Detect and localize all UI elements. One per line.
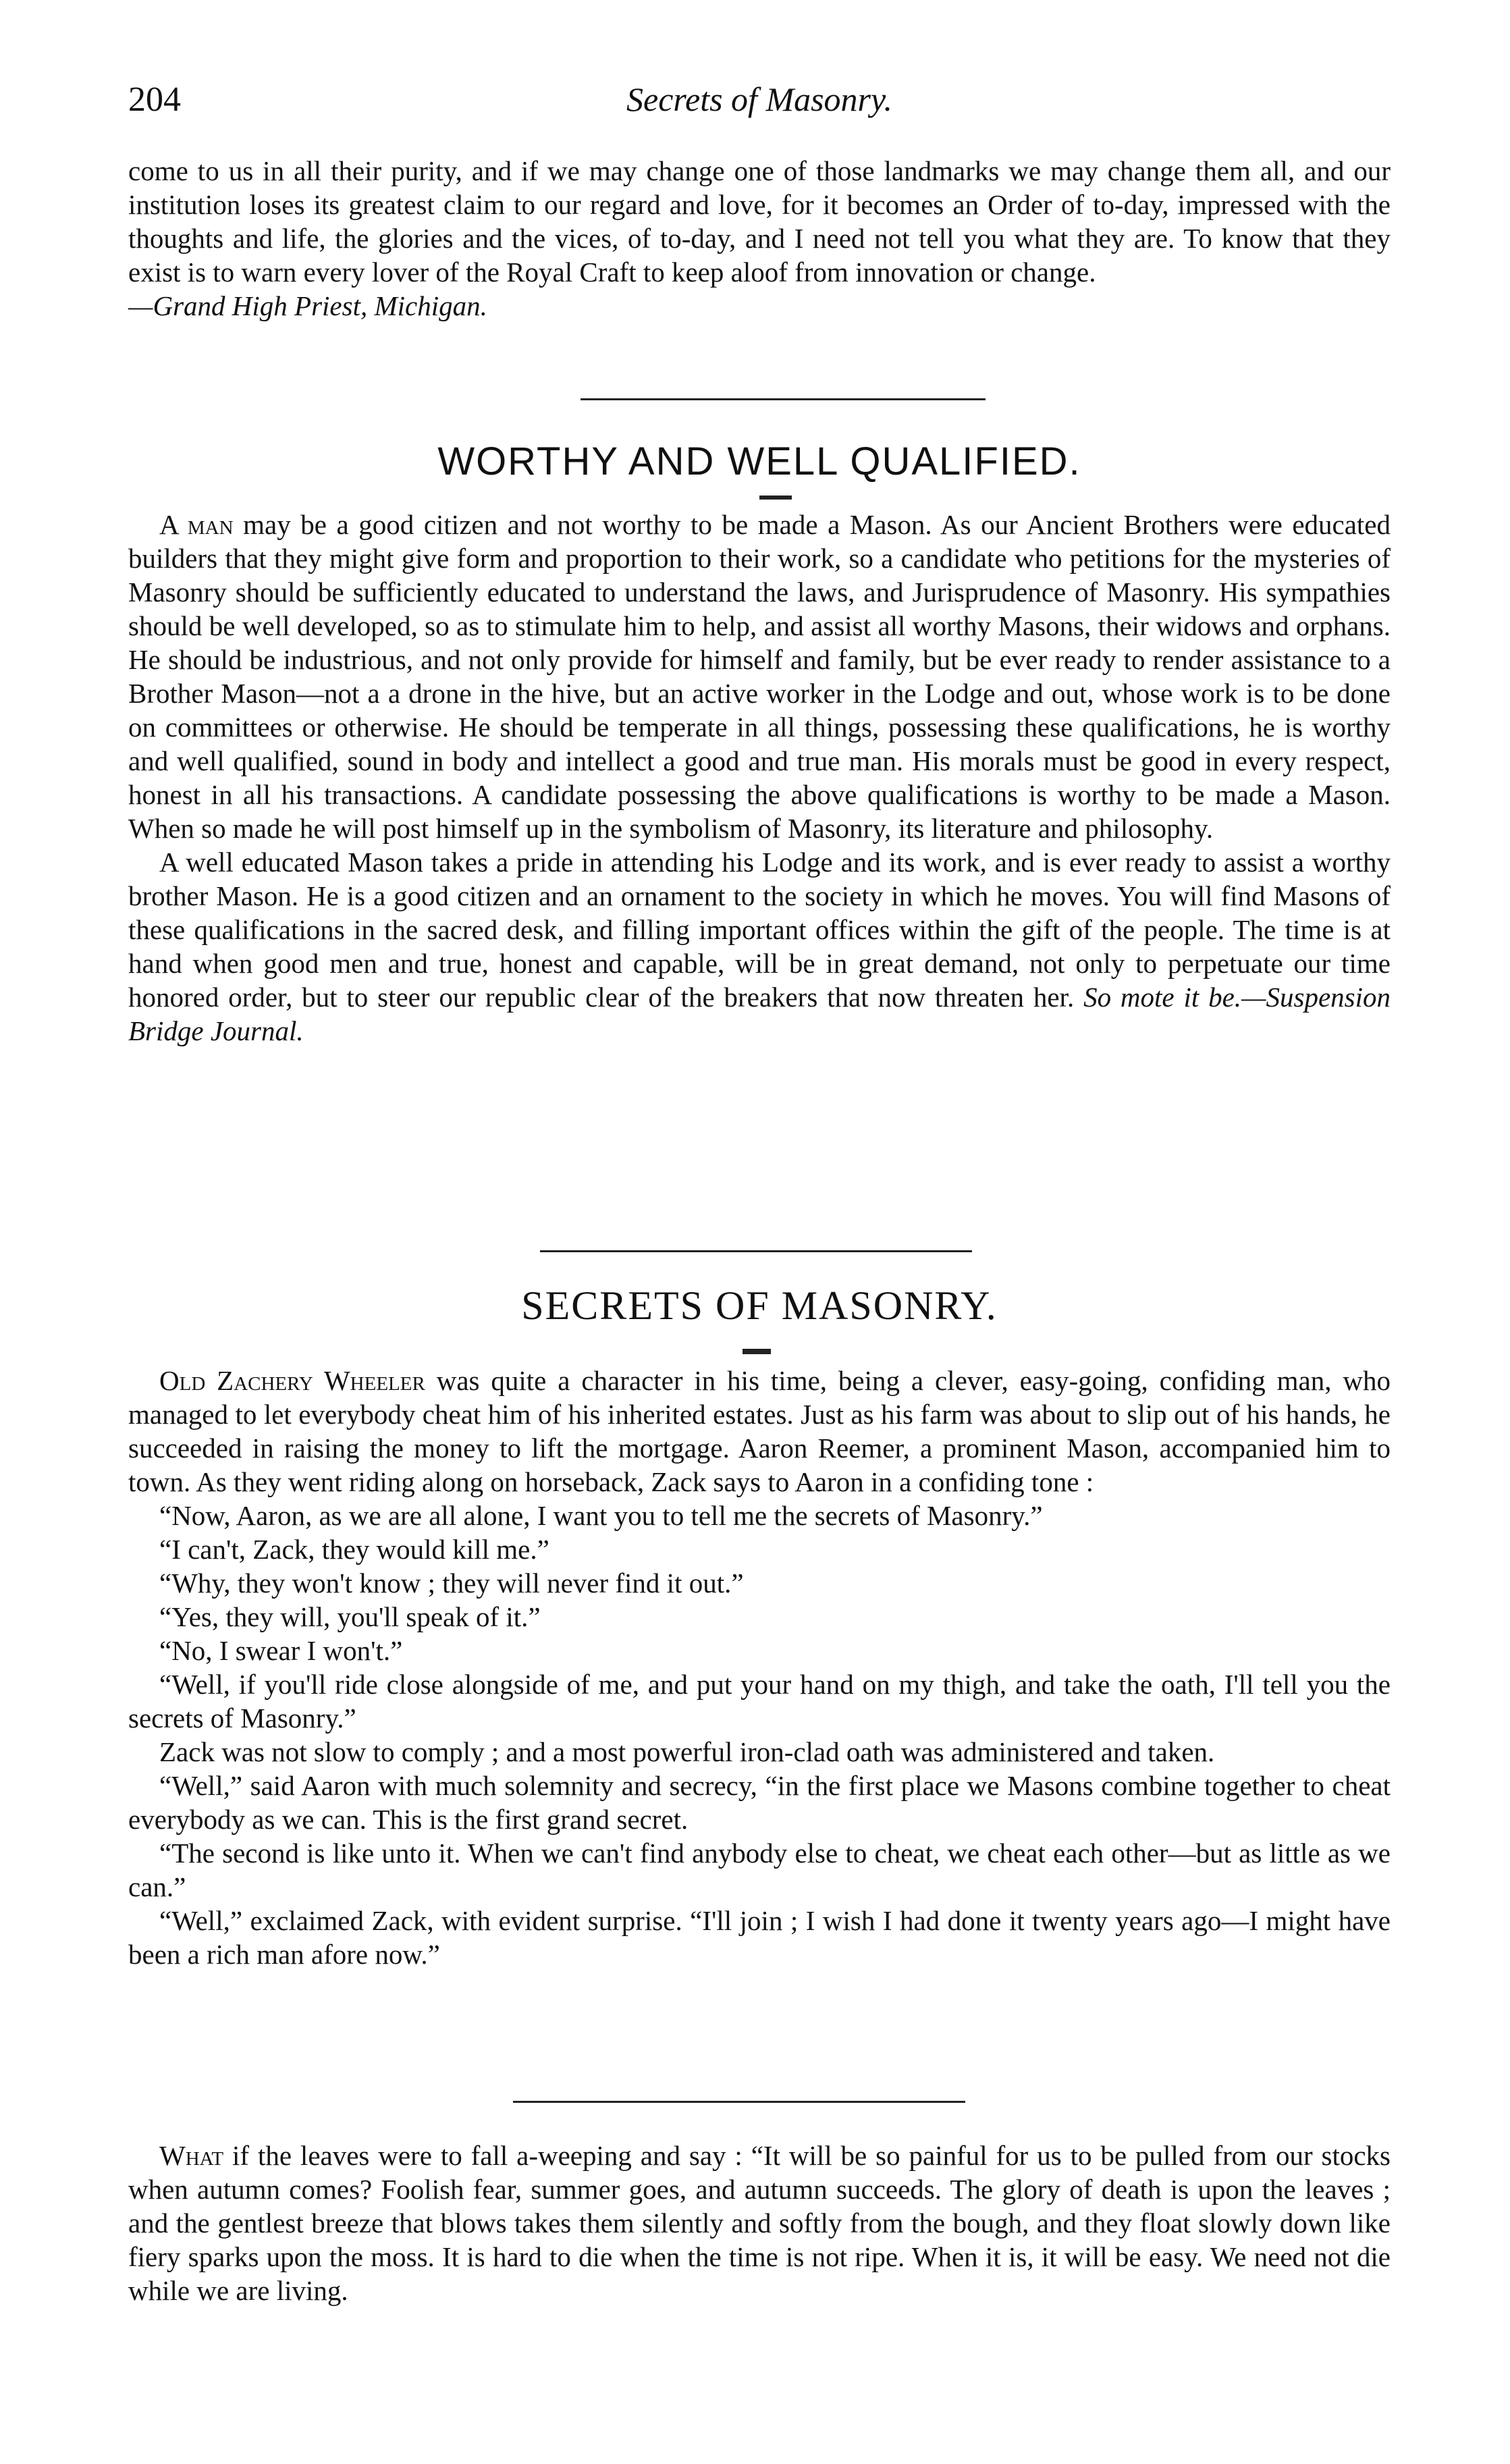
dialogue-line: Zack was not slow to comply ; and a most powerful iron-clad oath was administered and taken. (159, 1736, 1215, 1767)
dialogue-line: “The second is like unto it. When we can't find anybody else to cheat, we cheat each other—but as little as we can.” (128, 1838, 1391, 1902)
running-title: Secrets of Masonry. (626, 80, 892, 118)
section-secrets-body (128, 1364, 1391, 1971)
dialogue-line: “No, I swear I won't.” (159, 1635, 403, 1666)
section-title-secrets: SECRETS OF MASONRY. (521, 1283, 998, 1328)
leaves-paragraph: What if the leaves were to fall a-weeping and say : “It will be so painful for us to be pulled from our stocks when autumn comes? Foolish fear, summer goes, and autumn succeeds. The glory of death is upon the leaves ; and the gentlest breeze that blows takes them silently and softly from the bough, and they float slowly down like fiery sparks upon the moss. It is hard to die when the time is not ripe. When it is, it will be easy. We need not die while we are living. (128, 2140, 1391, 2306)
dialogue-line: “Why, they won't know ; they will never find it out.” (159, 1568, 744, 1599)
intro-block (128, 154, 1391, 323)
page-number: 204 (128, 80, 181, 119)
dialogue-line: “Well,” exclaimed Zack, with evident surprise. “I'll join ; I wish I had done it twenty years ago—I might have been a rich man afore now.” (128, 1905, 1391, 1970)
section-divider (540, 1250, 972, 1252)
section-title-worthy: WORTHY AND WELL QUALIFIED. (437, 439, 1081, 483)
title-dash (743, 1349, 771, 1354)
section-divider (513, 2101, 965, 2103)
worthy-signature: So mote it be.—Suspension Bridge Journal. (128, 982, 1391, 1046)
page-header (128, 80, 1391, 134)
section-leaves-body (128, 2139, 1391, 2307)
section-worthy-body (128, 508, 1391, 1048)
worthy-paragraph-2: A well educated Mason takes a pride in attending his Lodge and its work, and is ever ready to assist a worthy brother Mason. He is a good citizen and an ornament to the society in which he moves. You will find Masons of these qualifications in the sacred desk, and filling important offices within the gift of the people. The time is at hand when good men and true, honest and capable, will be in great demand, not only to perpetuate our time honored order, but to steer our republic clear of the breakers that now threaten her. So mote it be.—Suspension Bridge Journal. (128, 847, 1391, 1046)
dialogue-line: “I can't, Zack, they would kill me.” (159, 1534, 549, 1565)
dialogue-line: “Now, Aaron, as we are all alone, I want you to tell me the secrets of Masonry.” (159, 1500, 1043, 1531)
secrets-paragraph-1: Old Zachery Wheeler was quite a character in his time, being a clever, easy-going, confiding man, who managed to let everybody cheat him of his inherited estates. Just as his farm was about to slip out of his hands, he succeeded in raising the money to lift the mortgage. Aaron Reemer, a prominent Mason, accompanied him to town. As they went riding along on horseback, Zack says to Aaron in a confiding tone : (128, 1365, 1391, 1497)
dialogue-line: “Well,” said Aaron with much solemnity and secrecy, “in the first place we Masons combine together to cheat everybody as we can. This is the first grand secret. (128, 1770, 1391, 1835)
title-dash (759, 496, 792, 500)
intro-signature: —Grand High Priest, Michigan. (128, 290, 487, 321)
dialogue-line: “Yes, they will, you'll speak of it.” (159, 1601, 541, 1632)
worthy-paragraph-1: A man may be a good citizen and not worthy to be made a Mason. As our Ancient Brothers were educated builders that they might give form and proportion to their work, so a candidate who petitions for the mysteries of Masonry should be sufficiently educated to understand the laws, and Jurisprudence of Masonry. His sympathies should be well developed, so as to stimulate him to help, and assist all worthy Masons, their widows and orphans. He should be industrious, and not only provide for himself and family, but be ever ready to render assistance to a Brother Mason—not a a drone in the hive, but an active worker in the Lodge and out, whose work is to be done on committees or otherwise. He should be temperate in all things, possessing these qualifications, he is worthy and well qualified, sound in body and intellect a good and true man. His morals must be good in every respect, honest in all his transactions. A candidate possessing the above qualifications is worthy to be made a Mason. When so made he will post himself up in the symbolism of Masonry, its literature and philosophy. (128, 509, 1391, 844)
dialogue-line: “Well, if you'll ride close alongside of me, and put your hand on my thigh, and take the oath, I'll tell you the secrets of Masonry.” (128, 1669, 1391, 1734)
section-divider (581, 398, 986, 400)
intro-paragraph: come to us in all their purity, and if we may change one of those landmarks we may change them all, and our institution loses its greatest claim to our regard and love, for it becomes an Order of to-day, impressed with the thoughts and life, the glories and the vices, of to-day, and I need not tell you what they are. To know that they exist is to warn every lover of the Royal Craft to keep aloof from innovation or change. —Grand High Priest, Michigan. (128, 155, 1391, 321)
